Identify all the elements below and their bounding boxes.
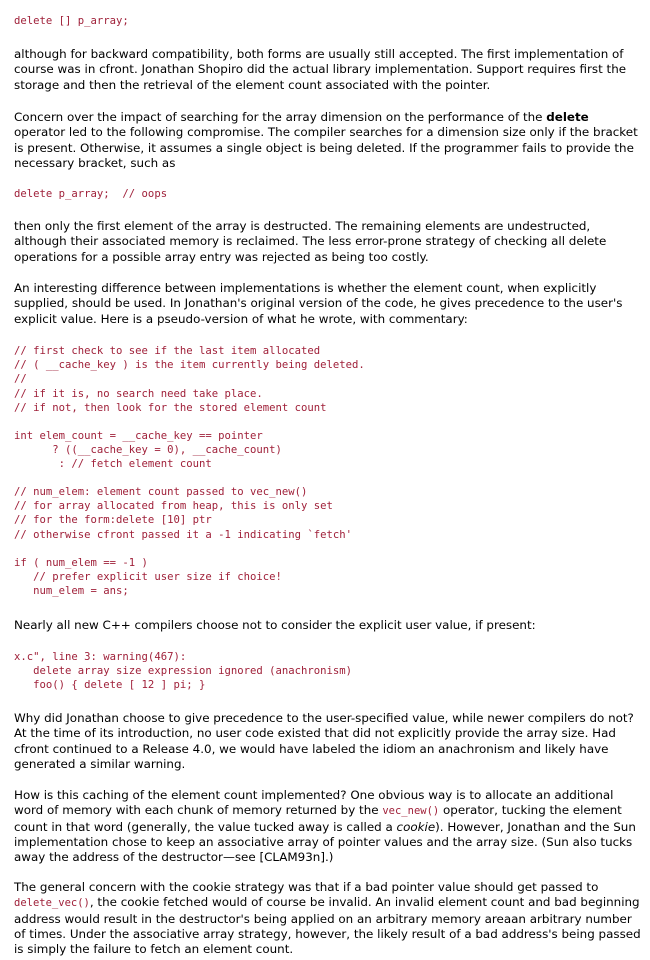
paragraph-caching-text-mid: operator, tucking the element count in that word (generally, the value tucked away is called a — [14, 803, 622, 834]
cookie-term: cookie — [396, 819, 436, 834]
paragraph-cookie-concern — [14, 880, 642, 957]
code-num-elem-comments: // num_elem: element count passed to vec_new() // for array allocated from heap, this is only set // for the form:delete [10] ptr // otherwise cfront passed it a -1 indicating `fetch' — [14, 486, 353, 541]
paragraph-interesting-difference: An interesting difference between implementations is whether the element count, when explicitly supplied, should be used. In Jonathan's original version of the code, he gives precedence to the user's explicit value. Here is a pseudo-version of what he wrote, with commentary: — [14, 281, 623, 326]
code-cache-comments: // first check to see if the last item allocated // ( __cache_key ) is the item currently being deleted. // // if it is, no search need take place. // if not, then look for the stored element count — [14, 345, 365, 414]
paragraph-cookie-text: The general concern with the cookie strategy was that if a bad pointer value should get passed to — [14, 880, 599, 894]
paragraph-concern-text: Concern over the impact of searching for the array dimension on the performance of the — [14, 110, 547, 124]
code-delete-oops: delete p_array; // oops — [14, 188, 168, 200]
code-if-num-elem: if ( num_elem == -1 ) // prefer explicit user size if choice! num_elem = ans; — [14, 557, 282, 598]
paragraph-concern-text-rest: operator led to the following compromise. The compiler searches for a dimension size only if the bracket is present. Otherwise, it assumes a single object is being deleted. If the programmer fails to provide the necessary bracket, such as — [14, 125, 638, 170]
paragraph-backward-compat: although for backward compatibility, both forms are usually still accepted. The first implementation of course was in cfront. Jonathan Shopiro did the actual library implementation. Support requires first the storage and then the retrieval of the element count associated with the pointer. — [14, 47, 627, 92]
code-delete-array: delete [] p_array; — [14, 15, 129, 27]
paragraph-caching-text-rest: ). However, Jonathan and the Sun implementation chose to keep an associative array of pointer values and the array size. (Sun also tucks away the address of the destructor—see [CLAM93n].) — [14, 819, 636, 865]
inline-code-delete-vec: delete_vec() — [14, 897, 90, 910]
paragraph-new-compilers: Nearly all new C++ compilers choose not to consider the explicit user value, if present: — [14, 618, 536, 632]
paragraph-caching-text: How is this caching of the element count implemented? One obvious way is to allocate an additional word of memory with each chunk of memory returned by the — [14, 788, 614, 818]
paragraph-first-element: then only the first element of the array is destructed. The remaining elements are undestructed, although their associated memory is reclaimed. The less error-prone strategy of checking all delete operations for a possible array entry was rejected as being too costly. — [14, 219, 607, 264]
delete-keyword: delete — [546, 110, 589, 124]
paragraph-why-jonathan: Why did Jonathan choose to give precedence to the user-specified value, while newer compilers do not? At the time of its introduction, no user code existed that did not explicitly provide the array size. Had cfront continued to a Release 4.0, we would have labeled the idiom an anachronism and likely have generated a similar warning. — [14, 711, 634, 771]
paragraph-cookie-text-rest: , the cookie fetched would of course be invalid. An invalid element count and bad beginning address would result in the destructor's being applied on an arbitrary memory areaan arbitrary number of times. Under the associative array strategy, however, the likely result of a bad address's being passed is simply the failure to fetch an element count. — [14, 895, 641, 957]
paragraph-caching — [14, 788, 642, 865]
code-warning: x.c", line 3: warning(467): delete array size expression ignored (anachronism) foo() { delete [ 12 ] pi; } — [14, 651, 353, 692]
code-elem-count: int elem_count = __cache_key == pointer ? ((__cache_key = 0), __cache_count) : // fetch element count — [14, 430, 282, 471]
inline-code-vec-new: vec_new() — [382, 805, 440, 818]
paragraph-concern — [14, 110, 642, 171]
